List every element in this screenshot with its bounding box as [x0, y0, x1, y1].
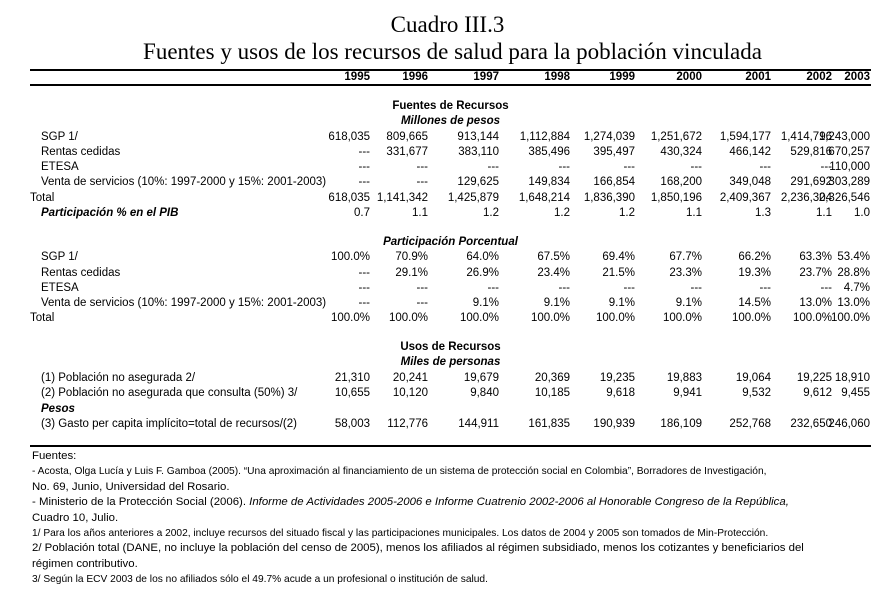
cell-1998: 149,834	[528, 176, 570, 189]
cell-2002: 1.1	[816, 207, 832, 220]
year-header-2003: 2003	[844, 71, 870, 83]
cell-2002: 1,414,796	[780, 130, 832, 143]
cell-1996: 100.0%	[388, 312, 428, 325]
year-header-1999: 1999	[609, 71, 635, 83]
cell-1996: ---	[416, 176, 428, 189]
cell-2001: 1,594,177	[719, 130, 771, 143]
cell-1998: 20,369	[534, 371, 570, 384]
cell-1998: 100.0%	[530, 312, 570, 325]
cell-2003: 670,257	[828, 145, 870, 158]
cell-2002: 100.0%	[792, 312, 832, 325]
row-label: SGP 1/	[41, 130, 78, 143]
cell-1995: ---	[358, 161, 370, 174]
source-ministerio-line2: Cuadro 10, Julio.	[32, 511, 119, 524]
row-label: Total	[30, 312, 55, 325]
cell-2001: 9,532	[742, 386, 771, 399]
cell-1998: ---	[558, 281, 570, 294]
cell-2000: 430,324	[660, 145, 702, 158]
bottom-rule	[30, 445, 871, 447]
cell-1999: 9,618	[606, 386, 635, 399]
year-header	[30, 70, 871, 85]
cell-2003: 100.0%	[830, 312, 870, 325]
cell-1997: 19,679	[463, 371, 499, 384]
cell-1997: 9.1%	[472, 297, 499, 310]
cell-1997: 383,110	[458, 145, 499, 158]
footnote-1: 1/ Para los años anteriores a 2002, incluye recursos del situado fiscal y las participaciones municipales. Los datos de 2004 y 2005 son tomados de Min-Protección.	[32, 528, 769, 540]
year-header-2000: 2000	[676, 71, 702, 83]
cell-1999: 190,939	[593, 418, 635, 431]
cell-1997: 129,625	[457, 176, 499, 189]
year-header-2001: 2001	[745, 71, 771, 83]
cell-1999: 19,235	[599, 371, 635, 384]
table-subtitle: Fuentes y usos de los recursos de salud para la población vinculada	[143, 39, 762, 64]
year-header-row	[30, 70, 871, 85]
cell-1999: 1,274,039	[583, 130, 635, 143]
cell-1995: 100.0%	[330, 251, 370, 264]
cell-2003: 303,289	[828, 176, 870, 189]
cell-2003: 13.0%	[837, 297, 870, 310]
table-row	[30, 371, 871, 386]
row-label: (1) Población no asegurada 2/	[41, 371, 196, 384]
row-label: Rentas cedidas	[41, 266, 121, 279]
cell-2000: ---	[690, 161, 702, 174]
table-row	[30, 160, 871, 175]
cell-1998: 161,835	[528, 418, 570, 431]
row-label: Venta de servicios (10%: 1997-2000 y 15%: 2001-2003)	[41, 297, 327, 310]
source-ministerio-prefix: - Ministerio de la Protección Social (2006).	[32, 496, 250, 509]
header-rule	[30, 84, 871, 86]
fuentes-section	[30, 99, 871, 221]
cell-1999: 1.2	[619, 207, 635, 220]
pesos-label: Pesos	[41, 403, 75, 416]
cell-1999: 21.5%	[602, 266, 635, 279]
cell-1995: 21,310	[334, 371, 370, 384]
footnotes	[32, 449, 862, 588]
table-row	[30, 250, 871, 265]
cell-2002: 2,236,304	[780, 191, 832, 204]
year-header-1995: 1995	[344, 71, 370, 83]
cell-2001: 2,409,367	[719, 191, 771, 204]
cell-1997: 9,840	[470, 386, 499, 399]
cell-1998: 9.1%	[543, 297, 570, 310]
cell-1999: ---	[623, 161, 635, 174]
cell-2002: ---	[820, 161, 832, 174]
cell-1999: 69.4%	[602, 251, 635, 264]
cell-2002: 63.3%	[799, 251, 832, 264]
footnote-3: 3/ Según la ECV 2003 de los no afiliados sólo el 49.7% acude a un profesional o institución de salud.	[32, 574, 488, 586]
cell-2001: 19,064	[735, 371, 771, 384]
source-acosta-line1: - Acosta, Olga Lucía y Luis F. Gamboa (2005). “Una aproximación al financiamiento de un sistema de protección social en Colombia”, Borradores de Investigación,	[32, 466, 767, 478]
cell-2003: 53.4%	[837, 251, 870, 264]
cell-1997: 1.2	[483, 207, 499, 220]
table-row	[30, 311, 871, 326]
cell-2003: 9,455	[841, 386, 870, 399]
cell-2003: 28.8%	[837, 266, 870, 279]
cell-1997: ---	[487, 281, 499, 294]
cell-2001: ---	[759, 281, 771, 294]
row-label: Total	[30, 191, 55, 204]
table-row	[30, 175, 871, 190]
cell-2002: 23.7%	[799, 266, 832, 279]
cell-1996: 1.1	[412, 207, 428, 220]
year-header-2002: 2002	[806, 71, 832, 83]
footnote-2-line1: 2/ Población total (DANE, no incluye la población del censo de 2005), menos los afiliados al régimen subsidiado, menos los cotizantes y beneficiarios del	[32, 542, 804, 555]
cell-1995: ---	[358, 176, 370, 189]
cell-1999: ---	[623, 281, 635, 294]
cell-1996: 331,677	[386, 145, 428, 158]
cell-2000: 9.1%	[675, 297, 702, 310]
cell-2002: 529,816	[790, 145, 832, 158]
cell-2000: 19,883	[666, 371, 702, 384]
cell-1995: ---	[358, 266, 370, 279]
cell-1995: 0.7	[354, 207, 370, 220]
cell-1998: ---	[558, 161, 570, 174]
cell-1997: 64.0%	[466, 251, 499, 264]
cell-1996: ---	[416, 161, 428, 174]
cell-2000: 100.0%	[662, 312, 702, 325]
cell-1995: 10,655	[334, 386, 370, 399]
row-label: Venta de servicios (10%: 1997-2000 y 15%: 2001-2003)	[41, 176, 327, 189]
cell-2000: 23.3%	[669, 266, 702, 279]
cell-1995: 618,035	[328, 191, 370, 204]
usos-section	[30, 340, 871, 433]
cell-2000: 1.1	[686, 207, 702, 220]
cell-2003: 2,326,546	[818, 191, 870, 204]
cell-2001: 14.5%	[738, 297, 771, 310]
cell-1998: 1.2	[554, 207, 570, 220]
cell-2003: 1,243,000	[818, 130, 870, 143]
fuentes-unit: Millones de pesos	[400, 115, 501, 128]
cell-1997: 26.9%	[466, 266, 499, 279]
cell-2001: 349,048	[729, 176, 771, 189]
cell-2000: 67.7%	[669, 251, 702, 264]
cell-1999: 395,497	[593, 145, 635, 158]
table-row	[30, 296, 871, 311]
row-label: Participación % en el PIB	[41, 207, 179, 220]
cell-1995: 100.0%	[330, 312, 370, 325]
cell-1999: 100.0%	[595, 312, 635, 325]
cell-1998: 10,185	[534, 386, 570, 399]
table-row	[30, 417, 871, 432]
cell-2002: 291,692	[790, 176, 832, 189]
row-label: (2) Población no asegurada que consulta (50%) 3/	[41, 386, 298, 399]
cell-1996: 29.1%	[395, 266, 428, 279]
table-row	[30, 145, 871, 160]
cell-2003: 4.7%	[843, 281, 870, 294]
cell-2001: 252,768	[729, 418, 771, 431]
cell-2002: 13.0%	[799, 297, 832, 310]
participacion-heading: Participación Porcentual	[383, 236, 518, 248]
cell-2003: 1.0	[854, 207, 870, 220]
footnote-2-line2: régimen contributivo.	[32, 557, 138, 570]
source-ministerio-title: Informe de Actividades 2005-2006 e Informe Cuatrenio 2002-2006 al Honorable Congreso de la República,	[249, 496, 789, 509]
source-acosta-line2: No. 69, Junio, Universidad del Rosario.	[32, 480, 230, 493]
cell-2001: 466,142	[729, 145, 771, 158]
cell-1998: 67.5%	[537, 251, 570, 264]
cell-2000: 186,109	[660, 418, 702, 431]
cell-2001: 100.0%	[731, 312, 771, 325]
table-row	[30, 386, 871, 401]
cell-2001: 19.3%	[738, 266, 771, 279]
row-label: (3) Gasto per capita implícito=total de recursos/(2)	[41, 418, 297, 431]
cell-1995: ---	[358, 297, 370, 310]
year-header-1998: 1998	[544, 71, 570, 83]
cell-1999: 166,854	[593, 176, 635, 189]
fuentes-heading: Fuentes de Recursos	[392, 100, 509, 112]
participacion-section	[30, 235, 871, 327]
cell-1996: ---	[416, 281, 428, 294]
cell-2002: 232,650	[790, 418, 832, 431]
year-header-1997: 1997	[473, 71, 499, 83]
cell-2001: 1.3	[755, 207, 771, 220]
cell-2000: 1,251,672	[650, 130, 702, 143]
cell-1995: ---	[358, 281, 370, 294]
usos-unit: Miles de personas	[400, 356, 501, 369]
cell-1998: 1,112,884	[519, 130, 570, 143]
cell-1997: 100.0%	[459, 312, 499, 325]
table-title: Cuadro III.3	[390, 12, 505, 37]
cell-2000: 168,200	[660, 176, 702, 189]
cell-2000: 1,850,196	[650, 191, 702, 204]
row-label: Rentas cedidas	[41, 145, 121, 158]
year-header-1996: 1996	[402, 71, 428, 83]
table-row	[30, 266, 871, 281]
cell-1995: 618,035	[328, 130, 370, 143]
cell-1996: ---	[416, 297, 428, 310]
usos-heading: Usos de Recursos	[400, 341, 501, 353]
table-row	[30, 191, 871, 206]
cell-1998: 385,496	[528, 145, 570, 158]
table-row	[30, 281, 871, 296]
row-label: ETESA	[41, 281, 79, 294]
cell-1999: 9.1%	[608, 297, 635, 310]
cell-2002: 19,225	[796, 371, 832, 384]
cell-2003: 110,000	[829, 161, 870, 174]
cell-2001: 66.2%	[738, 251, 771, 264]
cell-1995: ---	[358, 145, 370, 158]
cell-1999: 1,836,390	[583, 191, 635, 204]
cell-1995: 58,003	[334, 418, 370, 431]
cell-1996: 1,141,342	[376, 191, 428, 204]
notes-heading: Fuentes:	[32, 450, 77, 462]
cell-2001: ---	[759, 161, 771, 174]
cell-1998: 1,648,214	[518, 191, 570, 204]
cell-1996: 809,665	[386, 130, 428, 143]
cell-1997: 144,911	[458, 418, 499, 431]
cell-2000: 9,941	[673, 386, 702, 399]
cell-1997: ---	[487, 161, 499, 174]
cell-2003: 246,060	[828, 418, 870, 431]
cell-2003: 18,910	[834, 371, 870, 384]
cell-1996: 20,241	[392, 371, 428, 384]
cell-2002: 9,612	[803, 386, 832, 399]
cell-2002: ---	[820, 281, 832, 294]
cell-1997: 913,144	[457, 130, 499, 143]
table-row	[30, 206, 871, 221]
cell-2000: ---	[690, 281, 702, 294]
cell-1996: 70.9%	[395, 251, 428, 264]
cell-1996: 10,120	[392, 386, 428, 399]
cell-1998: 23.4%	[537, 266, 570, 279]
cell-1996: 112,776	[387, 418, 428, 431]
table-row	[30, 130, 871, 145]
cell-1997: 1,425,879	[447, 191, 499, 204]
row-label: SGP 1/	[41, 251, 78, 264]
row-label: ETESA	[41, 161, 79, 174]
